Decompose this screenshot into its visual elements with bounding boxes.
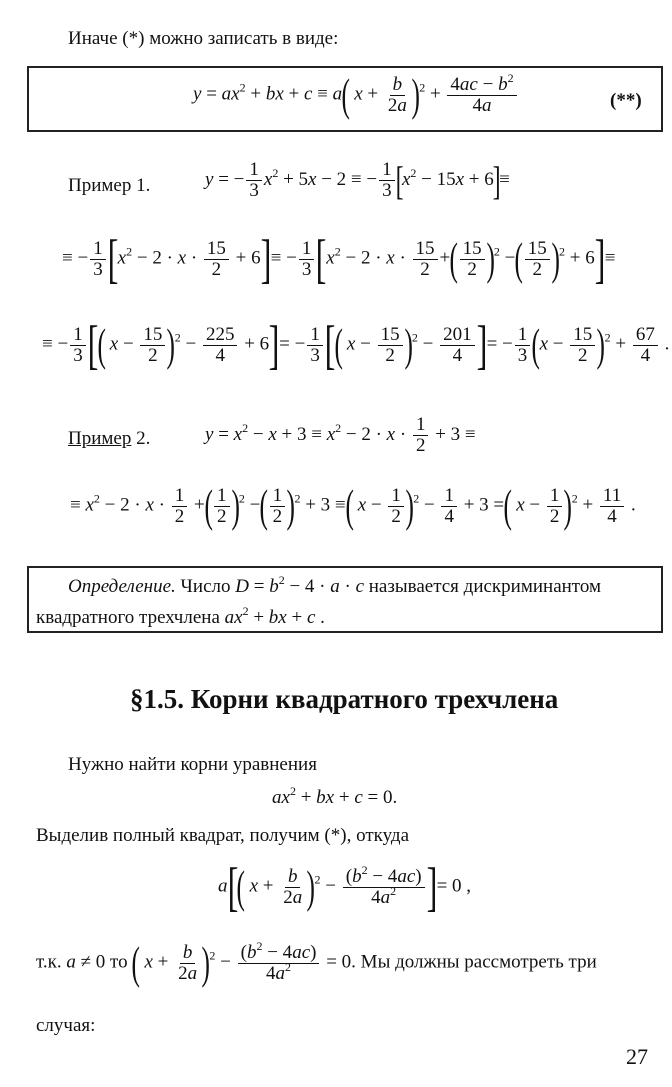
formula-completed-square: $y = ax^2$ + bx + c ≡ a( x + $\frac{b}{2a}$ )$^2$ + $\frac{4ac - b^2}{4a}$ bbox=[193, 72, 519, 118]
section-heading: §1.5. Корни квадратного трехчлена bbox=[130, 684, 559, 714]
paragraph-complete-square: Выделив полный квадрат, получим (*), откуда bbox=[36, 825, 409, 846]
definition-text4: . bbox=[315, 607, 325, 628]
intro-text: Иначе (*) можно записать в виде: bbox=[68, 28, 339, 49]
formula-tag: (**) bbox=[610, 90, 642, 111]
paragraph-cases: случая: bbox=[36, 1015, 96, 1036]
example1-line3: ≡ − $\frac{1}{3}$ [( x − $\frac{15}{2}$ )$^2$ − $\frac{225}{4}$ + 6]= − $\frac{1}{3}$ [( x − $\frac{15}{2}$ )$^2$ − $\frac{201}{4}$ ]= − $\frac{1}{3}$ (x − $\frac{15}{2}$ )$^2$ + $\frac{67}{4}$ . bbox=[42, 315, 670, 375]
definition-line2: квадратного трехчлена $ax^2$ + bx + c . bbox=[36, 604, 325, 628]
definition-text2: называется дискриминантом bbox=[368, 576, 602, 597]
definition-line1: Определение. Число $D = b^2 - 4 \cdot a \cdot c$ называется дискриминантом bbox=[68, 573, 602, 597]
example2-label-word: Пример bbox=[68, 428, 132, 449]
p3-part-a: т.к. bbox=[36, 951, 67, 973]
equation-bracket-form: a[( x + $\frac{b}{2a}$ )$^2$ − $\frac{(b^2 - 4ac)}{4a^2}$ ]= 0 , bbox=[218, 857, 472, 917]
example1-label: Пример 1. bbox=[68, 175, 151, 196]
paragraph-since-a-nonzero: т.к. a ≠ 0 то ( x + $\frac{b}{2a}$ )$^2$ − $\frac{(b^2 - 4ac)}{4a^2}$ = 0. Мы должны рассмотреть три bbox=[36, 937, 597, 988]
example2-line1: $y = x^2 - x + 3 \equiv x^2 - 2 \cdot x$ · $\frac{1}{2}$ + 3 ≡ bbox=[205, 414, 476, 456]
example1-line2: ≡ − $\frac{1}{3}$ [$x^2 - 2 \cdot x$ · $\frac{15}{2}$ + 6]≡ − $\frac{1}{3}$ [$x^2 - 2 \cdot x$ · $\frac{15}{2}$ +( $\frac{15}{2}$ )$^2$ −( $\frac{15}{2}$ )$^2$ + 6]≡ bbox=[62, 229, 616, 289]
definition-text1: Число bbox=[175, 576, 236, 597]
p3-part-c: . Мы должны рассмотреть три bbox=[351, 951, 597, 973]
example2-label bbox=[68, 428, 150, 450]
paragraph-find-roots: Нужно найти корни уравнения bbox=[68, 754, 317, 775]
page-number: 27 bbox=[626, 1044, 648, 1069]
definition-word: Определение. bbox=[68, 576, 176, 597]
equation-quadratic: $ax^2$ + bx + c = 0. bbox=[272, 784, 398, 808]
p3-part-b: то bbox=[105, 951, 133, 973]
definition-text3: квадратного трехчлена bbox=[36, 607, 225, 628]
example2-line2: ≡ $x^2 - 2 \cdot x$ · $\frac{1}{2}$ +( $\frac{1}{2}$ )$^2$ −( $\frac{1}{2}$ )$^2$ + 3 ≡( x − $\frac{1}{2}$ )$^2$ − $\frac{1}{4}$ + 3 =( x − $\frac{1}{2}$ )$^2$ + $\frac{11}{4}$ . bbox=[70, 480, 636, 531]
example1-line1: y = − $\frac{1}{3}$ $x^2 + 5x - 2$ ≡ − $\frac{1}{3}$ $[x^2 - 15x + 6]\equiv$ bbox=[205, 157, 510, 203]
example2-label-number: 2. bbox=[131, 428, 151, 449]
